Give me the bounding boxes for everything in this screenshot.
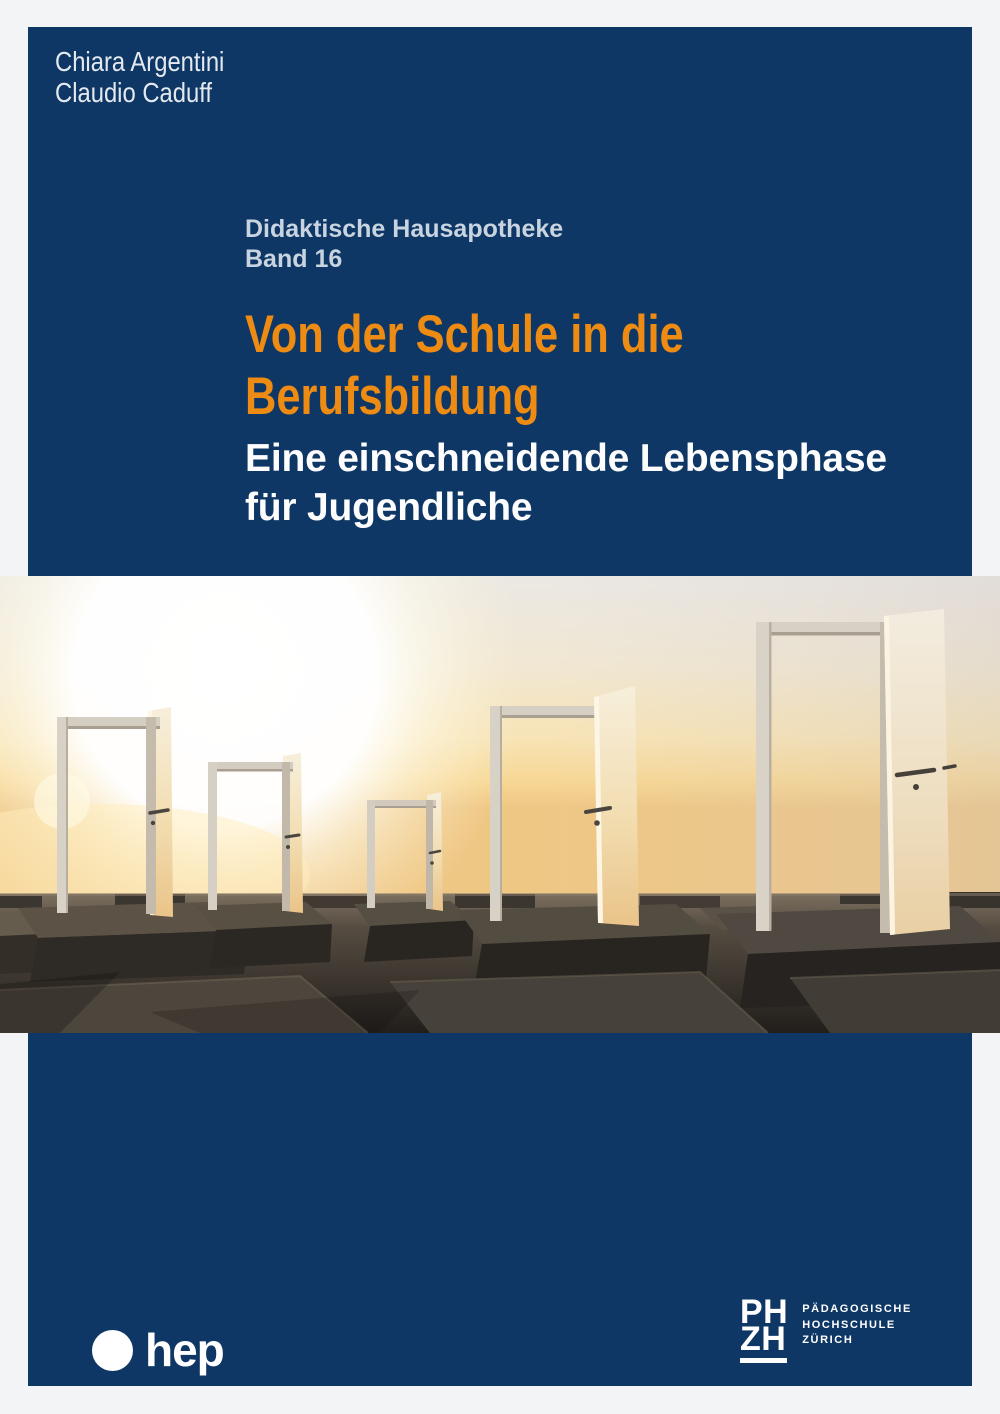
hep-publisher-logo — [92, 1324, 224, 1376]
series-title — [245, 214, 563, 274]
phzh-logo — [740, 1293, 912, 1363]
hep-wordmark: hep — [145, 1324, 224, 1376]
phzh-monogram — [740, 1293, 789, 1363]
door-handle-icon — [286, 835, 299, 837]
series-volume: Band 16 — [245, 245, 343, 273]
author-line: Claudio Caduff — [55, 77, 213, 108]
phzh-name-line: ZÜRICH — [802, 1334, 854, 1346]
book-subtitle — [245, 434, 887, 532]
book-subtitle-line: für Jugendliche — [245, 486, 533, 529]
book-title — [245, 304, 684, 428]
phzh-underline — [740, 1358, 787, 1363]
book-title-line: Berufsbildung — [245, 367, 540, 426]
book-subtitle-line: Eine einschneidende Lebensphase — [245, 437, 887, 480]
book-title-line: Von der Schule in die — [245, 305, 684, 364]
phzh-monogram-line: PH — [740, 1293, 789, 1331]
phzh-name-line: HOCHSCHULE — [802, 1318, 896, 1331]
doors-sunset-illustration — [0, 576, 1000, 1033]
phzh-institution-name — [802, 1299, 912, 1363]
author-line: Chiara Argentini — [55, 46, 225, 77]
phzh-monogram-line: ZH — [740, 1320, 787, 1358]
hep-circle-icon — [92, 1330, 133, 1371]
author-names — [55, 46, 224, 108]
series-name: Didaktische Hausapotheke — [245, 215, 564, 243]
phzh-name-line: PÄDAGOGISCHE — [802, 1303, 912, 1315]
cover-photo-doors-sunset — [0, 576, 1000, 1033]
